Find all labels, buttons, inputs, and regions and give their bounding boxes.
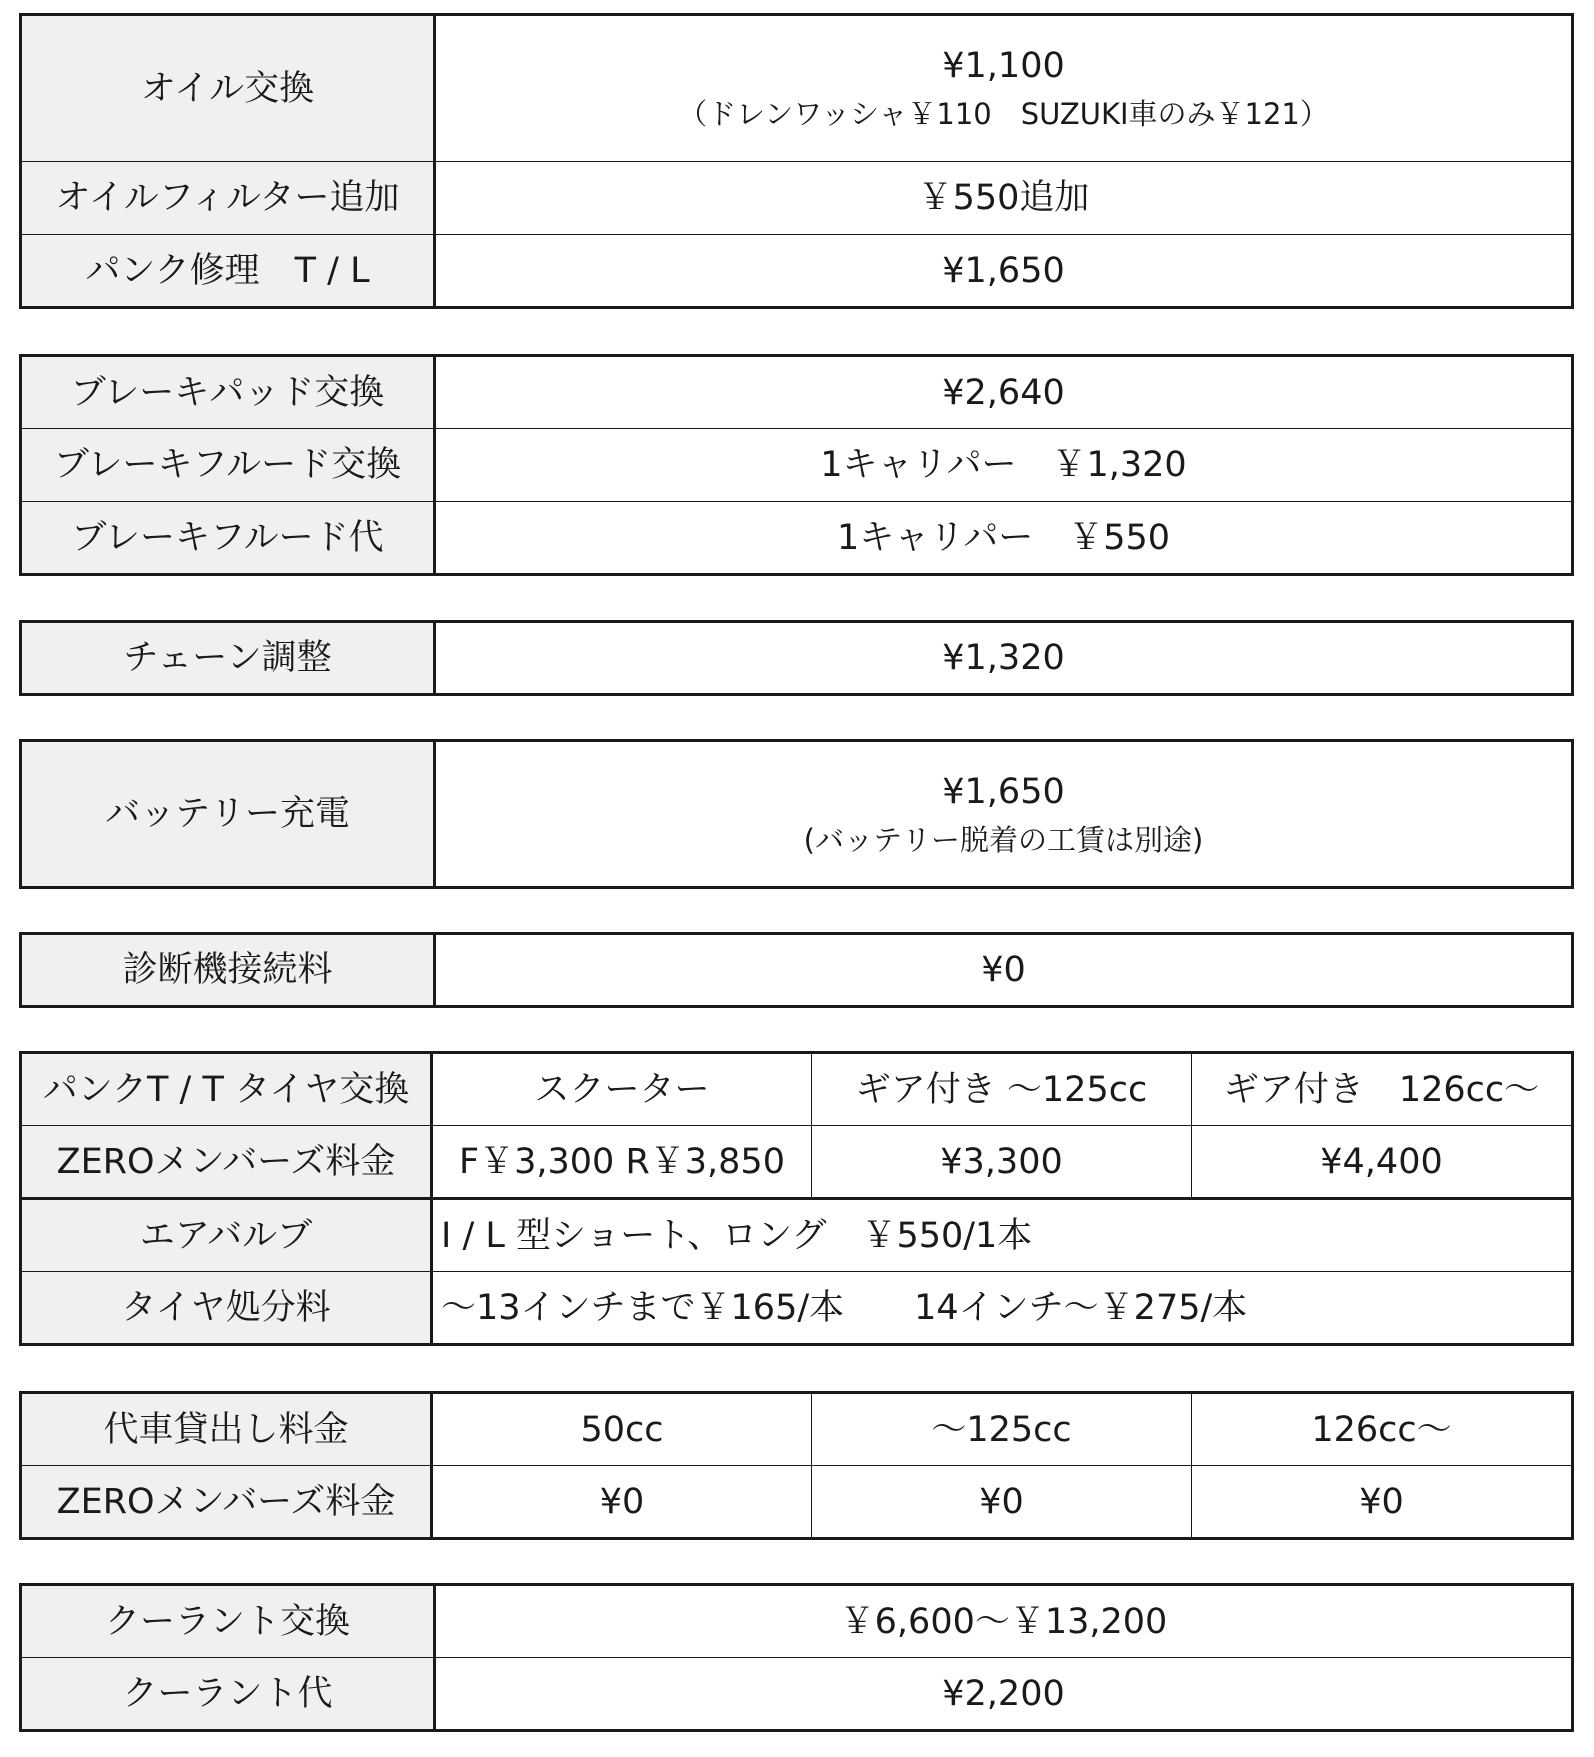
- diagnosis-price: ¥0: [435, 934, 1573, 1007]
- brake-pad-label: ブレーキパッド交換: [21, 356, 435, 429]
- tire-member-price-scooter: F￥3,300 R￥3,850: [432, 1126, 812, 1199]
- loaner-member-price-50cc: ¥0: [432, 1466, 812, 1539]
- table-row: [21, 502, 1573, 575]
- brake-fluid-change-label: ブレーキフルード交換: [21, 429, 435, 502]
- brake-fluid-change-price: 1キャリパー ￥1,320: [435, 429, 1573, 502]
- chain-price: ¥1,320: [435, 622, 1573, 695]
- puncture-tl-price: ¥1,650: [435, 235, 1573, 308]
- brake-price-table: [19, 354, 1574, 576]
- coolant-change-price: ￥6,600～￥13,200: [435, 1585, 1573, 1658]
- oil-filter-label: オイルフィルター追加: [21, 162, 435, 235]
- air-valve-label: エアバルブ: [21, 1199, 432, 1272]
- tire-member-label: ZEROメンバーズ料金: [21, 1126, 432, 1199]
- battery-price-cell: [435, 741, 1573, 888]
- battery-price: ¥1,650: [942, 771, 1065, 812]
- table-row: [21, 15, 1573, 162]
- tire-member-price-geared-126: ¥4,400: [1192, 1126, 1573, 1199]
- tire-header-label: パンクT / T タイヤ交換: [21, 1053, 432, 1126]
- brake-pad-price: ¥2,640: [435, 356, 1573, 429]
- loaner-member-price-126cc: ¥0: [1192, 1466, 1573, 1539]
- table-row: [21, 1199, 1573, 1272]
- table-row: [21, 1272, 1573, 1345]
- table-row: [21, 1126, 1573, 1199]
- brake-fluid-cost-label: ブレーキフルード代: [21, 502, 435, 575]
- oil-change-price: ¥1,100: [942, 46, 1065, 87]
- loaner-column-50cc: 50cc: [432, 1393, 812, 1466]
- diagnosis-price-table: [19, 932, 1574, 1008]
- loaner-header-label: 代車貸出し料金: [21, 1393, 432, 1466]
- tire-price-table: [19, 1051, 1574, 1346]
- coolant-price-table: [19, 1583, 1574, 1732]
- table-row: [21, 1658, 1573, 1731]
- diagnosis-label: 診断機接続料: [21, 934, 435, 1007]
- chain-price-table: [19, 620, 1574, 696]
- coolant-cost-price: ¥2,200: [435, 1658, 1573, 1731]
- tire-column-geared-126: ギア付き 126cc～: [1192, 1053, 1573, 1126]
- loaner-price-table: [19, 1391, 1574, 1540]
- table-row: [21, 1053, 1573, 1126]
- battery-label: バッテリー充電: [21, 741, 435, 888]
- battery-price-table: [19, 739, 1574, 889]
- table-row: [21, 1585, 1573, 1658]
- table-row: [21, 235, 1573, 308]
- coolant-change-label: クーラント交換: [21, 1585, 435, 1658]
- table-row: [21, 162, 1573, 235]
- oil-change-note: （ドレンワッシャ￥110 SUZUKI車のみ￥121）: [678, 97, 1329, 132]
- coolant-cost-label: クーラント代: [21, 1658, 435, 1731]
- oil-change-price-cell: [435, 15, 1573, 162]
- table-row: [21, 429, 1573, 502]
- tire-member-price-geared-125: ¥3,300: [812, 1126, 1192, 1199]
- loaner-member-label: ZEROメンバーズ料金: [21, 1466, 432, 1539]
- table-row: [21, 741, 1573, 888]
- oil-price-table: [19, 13, 1574, 309]
- loaner-column-125cc: ～125cc: [812, 1393, 1192, 1466]
- tire-disposal-label: タイヤ処分料: [21, 1272, 432, 1345]
- table-row: [21, 1466, 1573, 1539]
- battery-note: (バッテリー脱着の工賃は別途): [803, 822, 1204, 857]
- tire-column-scooter: スクーター: [432, 1053, 812, 1126]
- oil-filter-price: ￥550追加: [435, 162, 1573, 235]
- loaner-column-126cc: 126cc～: [1192, 1393, 1573, 1466]
- table-row: [21, 622, 1573, 695]
- air-valve-value: I / L 型ショート、ロング ￥550/1本: [432, 1199, 1573, 1272]
- loaner-member-price-125cc: ¥0: [812, 1466, 1192, 1539]
- puncture-tl-label: パンク修理 T / L: [21, 235, 435, 308]
- table-row: [21, 356, 1573, 429]
- tire-column-geared-125: ギア付き ～125cc: [812, 1053, 1192, 1126]
- brake-fluid-cost-price: 1キャリパー ￥550: [435, 502, 1573, 575]
- table-row: [21, 1393, 1573, 1466]
- oil-change-label: オイル交換: [21, 15, 435, 162]
- chain-label: チェーン調整: [21, 622, 435, 695]
- table-row: [21, 934, 1573, 1007]
- tire-disposal-value: ～13インチまで￥165/本 14インチ～￥275/本: [432, 1272, 1573, 1345]
